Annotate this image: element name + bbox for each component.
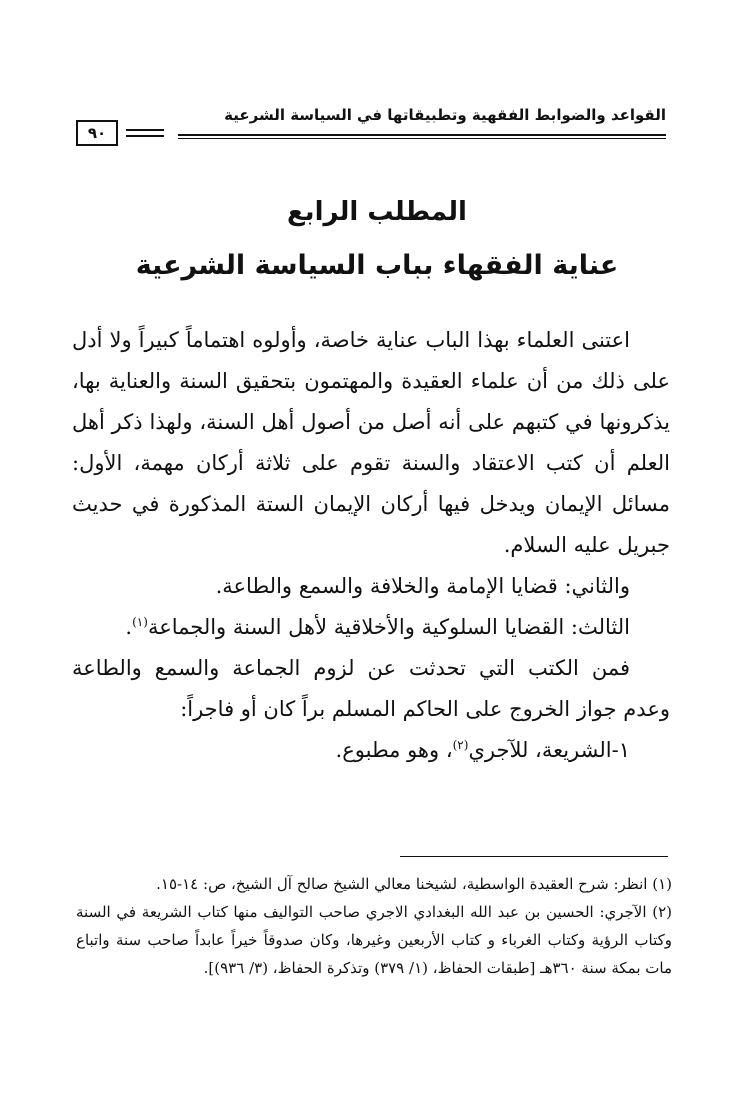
paragraph-5-text: ١-الشريعة، للآجري — [468, 738, 630, 762]
footnote-2: (٢) الآجري: الحسين بن عبد الله البغدادي الاجري صاحب التواليف منها كتاب الشريعة في السنة وكتاب الرؤية وكتاب الغرباء و كتاب الأربعين وغيرها، وكان صدوقاً خيراً عابداً صاحب سنة واتباع مات بمكة سنة ٣٦٠هـ [طبقات الحفاظ، (١/ ٣٧٩) وتذكرة الحفاظ، (٣/ ٩٣٦)]. — [76, 903, 672, 977]
body-text — [72, 320, 670, 771]
header-rule — [178, 134, 666, 139]
paragraph-5 — [72, 730, 670, 771]
paragraph-4: فمن الكتب التي تحدثت عن لزوم الجماعة والسمع والطاعة وعدم جواز الخروج على الحاكم المسلم براً كان أو فاجراً: — [72, 656, 670, 721]
footnotes — [76, 870, 672, 982]
page-number: ٩٠ — [76, 120, 118, 146]
paragraph-3-end: . — [125, 615, 133, 639]
paragraph-3 — [72, 607, 670, 648]
footnote-ref-2[interactable]: (٢) — [452, 738, 469, 752]
page-number-dash — [126, 129, 164, 137]
paragraph-3-text: الثالث: القضايا السلوكية والأخلاقية لأهل السنة والجماعة — [147, 615, 630, 639]
section-heading: المطلب الرابع — [287, 197, 467, 227]
paragraph-5-end: ، وهو مطبوع. — [335, 738, 453, 762]
footnote-1: (١) انظر: شرح العقيدة الواسطية، لشيخنا معالي الشيخ صالح آل الشيخ، ص: ١٤-١٥. — [156, 875, 672, 893]
paragraph-2: والثاني: قضايا الإمامة والخلافة والسمع والطاعة. — [215, 574, 630, 598]
paragraph-1: اعتنى العلماء بهذا الباب عناية خاصة، وأولوه اهتماماً كبيراً ولا أدل على ذلك من أن علماء العقيدة والمهتمون بتحقيق السنة والعناية بها، يذكرونها في كتبهم على أنه أصل من أصول أهل السنة، ولهذا ذكر أهل العلم أن كتب الاعتقاد والسنة تقوم على ثلاثة أركان مهمة، الأول: مسائل الإيمان ويدخل فيها أركان الإيمان الستة المذكورة في حديث جبريل عليه السلام. — [72, 328, 670, 557]
section-title: عناية الفقهاء بباب السياسة الشرعية — [135, 250, 619, 281]
footnote-ref-1[interactable]: (١) — [132, 615, 148, 629]
footnote-rule — [400, 856, 668, 857]
running-title: القواعد والضوابط الفقهية وتطبيقاتها في السياسة الشرعية — [224, 106, 666, 124]
page-header — [76, 106, 666, 146]
